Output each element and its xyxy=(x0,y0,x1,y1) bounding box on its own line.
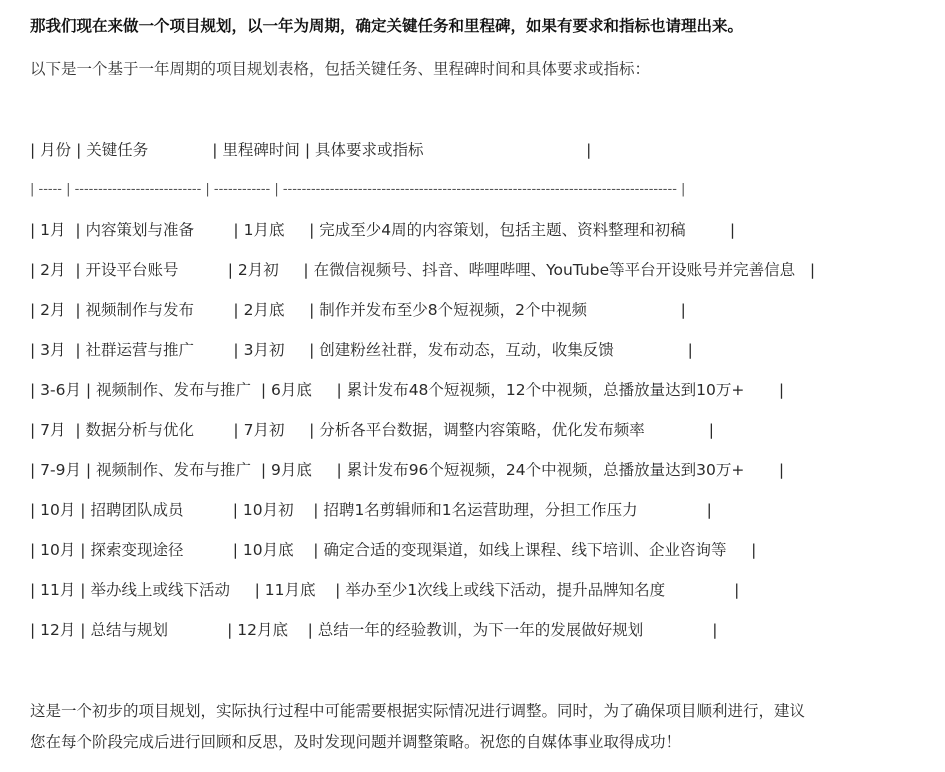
table-row: | 7-9月 | 视频制作、发布与推广 | 9月底 | 累计发布96个短视频，24个中视频，总播放量达到30万+ | xyxy=(30,461,785,479)
table-row: | 7月 | 数据分析与优化 | 7月初 | 分析各平台数据，调整内容策略，优化发布频率 | xyxy=(30,421,715,439)
table-row: | 10月 | 招聘团队成员 | 10月初 | 招聘1名剪辑师和1名运营助理，分担工作压力 | xyxy=(30,501,712,519)
table-separator: | ----- | --------------------------- | ------------ | ------------------------------------------------------------------------------------ | xyxy=(30,182,686,197)
table-row: | 10月 | 探索变现途径 | 10月底 | 确定合适的变现渠道，如线上课程、线下培训、企业咨询等 | xyxy=(30,541,757,559)
table-header: | 月份 | 关键任务 | 里程碑时间 | 具体要求或指标 | xyxy=(30,141,592,159)
table-row: | 2月 | 视频制作与发布 | 2月底 | 制作并发布至少8个短视频，2个中视频 | xyxy=(30,301,686,319)
user-question: 那我们现在来做一个项目规划，以一年为周期，确定关键任务和里程碑，如果有要求和指标也请理出来。 xyxy=(30,17,744,35)
table-row: | 3-6月 | 视频制作、发布与推广 | 6月底 | 累计发布48个短视频，12个中视频，总播放量达到10万+ | xyxy=(30,381,785,399)
table-row: | 2月 | 开设平台账号 | 2月初 | 在微信视频号、抖音、哔哩哔哩、YouTube等平台开设账号并完善信息 | xyxy=(30,261,816,279)
table-row: | 1月 | 内容策划与准备 | 1月底 | 完成至少4周的内容策划，包括主题、资料整理和初稿 | xyxy=(30,221,736,239)
answer-outro-line-2: 您在每个阶段完成后进行回顾和反思，及时发现问题并调整策略。祝您的自媒体事业取得成功！ xyxy=(30,733,682,751)
table-row: | 11月 | 举办线上或线下活动 | 11月底 | 举办至少1次线上或线下活动，提升品牌知名度 | xyxy=(30,581,740,599)
table-row: | 3月 | 社群运营与推广 | 3月初 | 创建粉丝社群，发布动态，互动，收集反馈 | xyxy=(30,341,693,359)
answer-intro: 以下是一个基于一年周期的项目规划表格，包括关键任务、里程碑时间和具体要求或指标： xyxy=(30,60,651,78)
answer-outro-line-1: 这是一个初步的项目规划，实际执行过程中可能需要根据实际情况进行调整。同时，为了确保项目顺利进行，建议 xyxy=(30,702,806,720)
table-row: | 12月 | 总结与规划 | 12月底 | 总结一年的经验教训，为下一年的发展做好规划 | xyxy=(30,621,718,639)
